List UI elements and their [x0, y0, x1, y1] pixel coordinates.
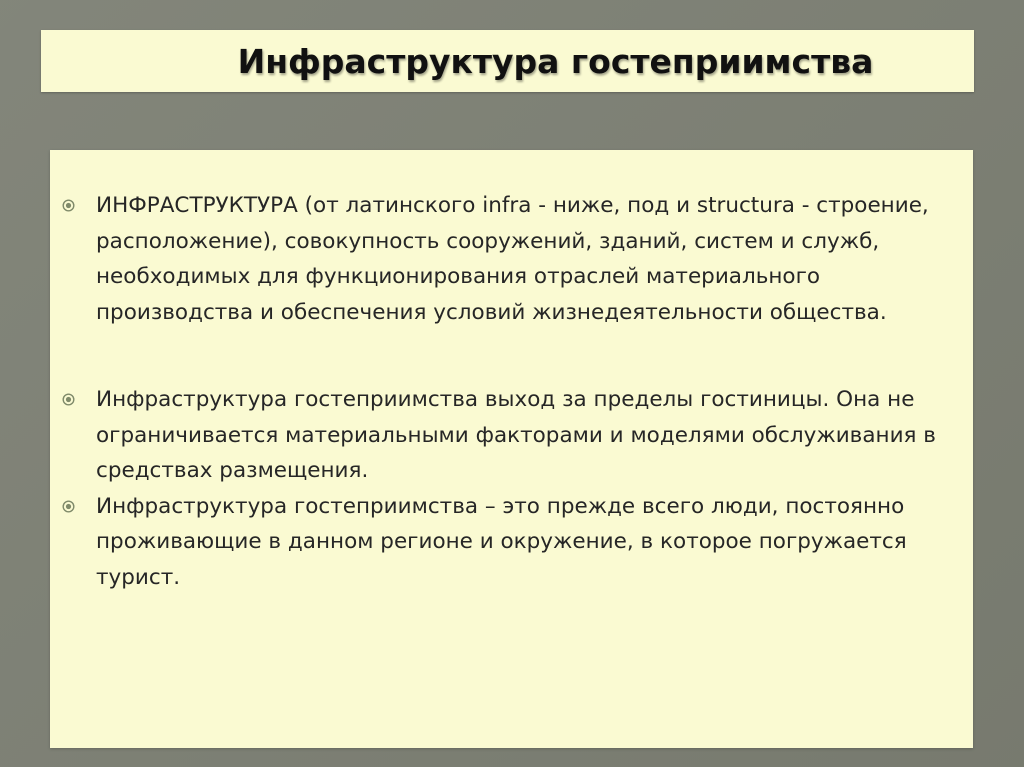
- bullet-item: [62, 489, 952, 596]
- bullet-item: [62, 382, 952, 489]
- circled-dot-bullet-icon: [62, 500, 75, 513]
- bullet-text: ИНФРАСТРУКТУРА (от латинского infra - ниже, под и structura - строение, расположение), совокупность сооружений, зданий, систем и служб, необходимых для функционирования отраслей материального производства и обеспечения условий жизнедеятельности общества.: [96, 193, 929, 325]
- title-bar: [41, 30, 974, 92]
- bullet-text: Инфраструктура гостеприимства выход за пределы гостиницы. Она не ограничивается материальными факторами и моделями обслуживания в средствах размещения.: [96, 387, 936, 483]
- circled-dot-bullet-icon: [62, 393, 75, 406]
- slide-title: Инфраструктура гостеприимства: [237, 41, 874, 81]
- circled-dot-bullet-icon: [62, 199, 75, 212]
- bullet-list: [62, 188, 952, 595]
- content-panel: [50, 150, 973, 748]
- bullet-text: Инфраструктура гостеприимства – это прежде всего люди, постоянно проживающие в данном регионе и окружение, в которое погружается турист.: [96, 493, 907, 590]
- bullet-item: [62, 188, 952, 330]
